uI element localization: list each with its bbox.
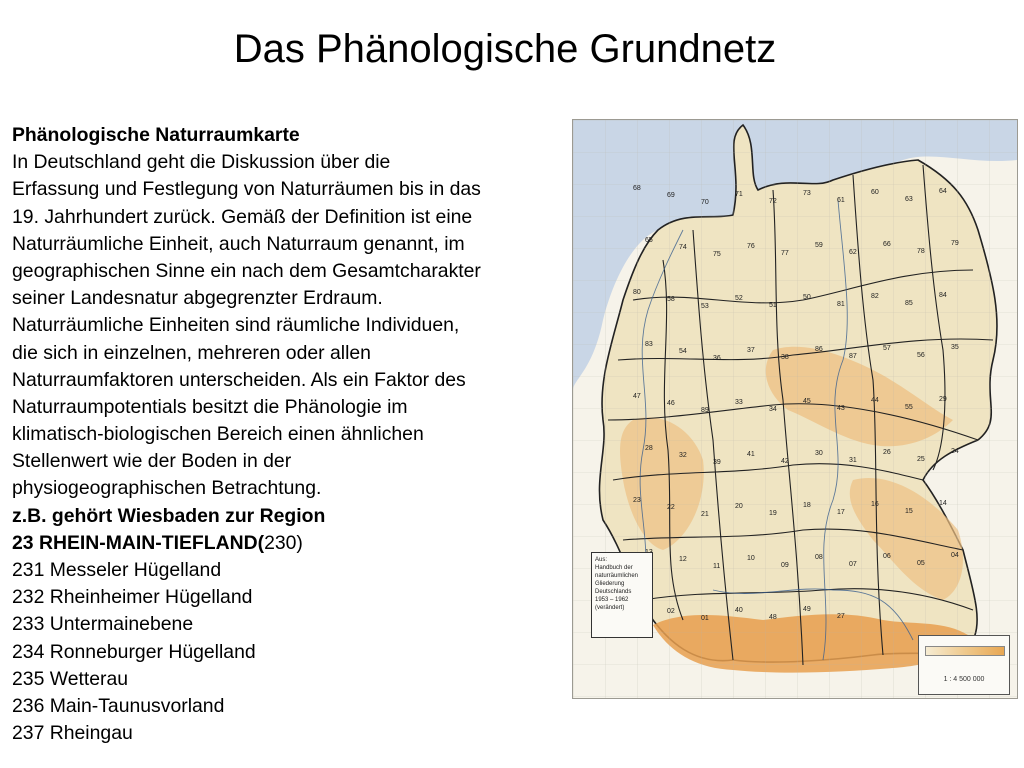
paragraph-line: Naturräumliche Einheit, auch Naturraum genannt, im (12, 232, 465, 255)
region-number-label: 23 (633, 497, 641, 504)
region-number-label: 07 (849, 561, 857, 568)
region-number-label: 72 (769, 198, 777, 205)
region-code: 230) (264, 531, 303, 554)
region-number-label: 02 (667, 608, 675, 615)
region-number-label: 29 (939, 396, 947, 403)
region-number-label: 52 (735, 295, 743, 302)
region-number-label: 35 (951, 344, 959, 351)
region-number-label: 60 (871, 189, 879, 196)
region-number-label: 28 (645, 445, 653, 452)
map-legend (918, 635, 1010, 695)
region-number-label: 54 (679, 348, 687, 355)
region-number-label: 51 (769, 302, 777, 309)
region-number-label: 70 (701, 199, 709, 206)
region-number-label: 56 (917, 352, 925, 359)
region-number-label: 21 (701, 511, 709, 518)
region-number-label: 75 (713, 251, 721, 258)
paragraph-line: klimatisch-biologischen Bereich einen ähnlichen (12, 423, 424, 446)
region-number-label: 36 (713, 355, 721, 362)
region-number-label: 69 (667, 192, 675, 199)
paragraph-line: physiogeographischen Betrachtung. (12, 477, 322, 500)
region-number-label: 22 (667, 504, 675, 511)
region-number-label: 05 (917, 560, 925, 567)
region-number-label: 87 (849, 353, 857, 360)
region-number-label: 40 (735, 607, 743, 614)
region-number-label: 83 (645, 341, 653, 348)
region-number-label: 48 (769, 614, 777, 621)
region-number-label: 41 (747, 451, 755, 458)
map-scale: 1 : 4 500 000 (943, 676, 985, 683)
paragraph-line: 19. Jahrhundert zurück. Gemäß der Definition ist eine (12, 205, 473, 228)
region-number-label: 20 (735, 503, 743, 510)
region-number-label: 14 (939, 500, 947, 507)
example-line: z.B. gehört Wiesbaden zur Region (12, 504, 326, 527)
region-number-label: 86 (815, 346, 823, 353)
paragraph-line: Naturraumfaktoren unterscheiden. Als ein Faktor des (12, 368, 466, 391)
region-number-label: 64 (939, 188, 947, 195)
region-number-label: 16 (871, 501, 879, 508)
paragraph-line: Stellenwert wie der Boden in der (12, 450, 292, 473)
region-number-label: 11 (713, 563, 721, 570)
region-number-label: 32 (679, 452, 687, 459)
paragraph-line: Erfassung und Festlegung von Naturräumen bis in das (12, 178, 481, 201)
region-number-label: 17 (837, 509, 845, 516)
subregion-item: 237 Rheingau (12, 722, 133, 745)
region-number-label: 57 (883, 345, 891, 352)
paragraph-line: Naturräumliche Einheiten sind räumliche Individuen, (12, 314, 460, 337)
region-number-label: 18 (803, 502, 811, 509)
paragraph-line: geographischen Sinne ein nach dem Gesamtcharakter (12, 259, 481, 282)
region-number-label: 71 (735, 191, 743, 198)
region-number-label: 76 (747, 243, 755, 250)
region-number-label: 85 (905, 300, 913, 307)
region-number-label: 74 (679, 244, 687, 251)
region-number-label: 50 (803, 294, 811, 301)
paragraph-line: die sich in einzelnen, mehreren oder allen (12, 341, 371, 364)
region-number-label: 80 (633, 289, 641, 296)
region-line (12, 530, 567, 557)
region-number-label: 19 (769, 510, 777, 517)
region-number-label: 09 (781, 562, 789, 569)
region-number-label: 73 (803, 190, 811, 197)
paragraph (12, 149, 567, 502)
naturraum-map (572, 119, 1018, 699)
region-number-label: 43 (837, 405, 845, 412)
region-number-label: 25 (917, 456, 925, 463)
region-number-label: 37 (747, 347, 755, 354)
region-number-label: 42 (781, 458, 789, 465)
paragraph-line: Naturraumpotentials besitzt die Phänologie im (12, 395, 408, 418)
region-number-label: 15 (905, 508, 913, 515)
region-number-label: 68 (633, 185, 641, 192)
region-number-label: 01 (701, 615, 709, 622)
region-number-label: 24 (951, 448, 959, 455)
subregion-item: 233 Untermainebene (12, 613, 194, 636)
subregion-list (12, 557, 567, 747)
region-number-label: 63 (905, 196, 913, 203)
region-number-label: 89 (701, 407, 709, 414)
region-number-label: 66 (883, 241, 891, 248)
region-number-label: 38 (781, 354, 789, 361)
region-number-label: 06 (883, 553, 891, 560)
description-text (12, 122, 567, 747)
region-number-label: 04 (951, 552, 959, 559)
region-number-label: 81 (837, 301, 845, 308)
region-number-label: 44 (871, 397, 879, 404)
region-number-label: 12 (679, 556, 687, 563)
subregion-item: 231 Messeler Hügelland (12, 559, 222, 581)
region-number-label: 53 (701, 303, 709, 310)
region-number-label: 61 (837, 197, 845, 204)
region-number-label: 79 (951, 240, 959, 247)
region-number-label: 82 (871, 293, 879, 300)
region-name: 23 RHEIN-MAIN-TIEFLAND( (12, 531, 265, 554)
region-number-label: 27 (837, 613, 845, 620)
region-number-label: 47 (633, 393, 641, 400)
page-title: Das Phänologische Grundnetz (233, 27, 777, 71)
map-caption: Aus: Handbuch der naturräumlichen Gliederung Deutschlands 1953 – 1962 (verändert) (591, 552, 653, 638)
region-number-label: 30 (815, 450, 823, 457)
region-number-label: 08 (815, 554, 823, 561)
region-number-label: 10 (747, 555, 755, 562)
region-number-label: 84 (939, 292, 947, 299)
region-number-label: 39 (713, 459, 721, 466)
region-number-label: 55 (905, 404, 913, 411)
region-number-label: 62 (849, 249, 857, 256)
paragraph-line: In Deutschland geht die Diskussion über die (12, 151, 391, 174)
region-number-label: 46 (667, 400, 675, 407)
subregion-item: 236 Main-Taunusvorland (12, 694, 225, 717)
region-number-label: 45 (803, 398, 811, 405)
subregion-item: 234 Ronneburger Hügelland (12, 640, 256, 663)
region-number-label: 34 (769, 406, 777, 413)
elevation-bar (925, 646, 1005, 656)
subregion-item: 232 Rheinheimer Hügelland (12, 586, 253, 609)
region-number-label: 59 (815, 242, 823, 249)
region-number-label: 33 (735, 399, 743, 406)
region-number-label: 49 (803, 606, 811, 613)
region-number-label: 58 (667, 296, 675, 303)
region-number-label: 78 (917, 248, 925, 255)
region-number-label: 26 (883, 449, 891, 456)
region-number-label: 65 (645, 237, 653, 244)
subregion-item: 235 Wetterau (12, 667, 129, 690)
paragraph-line: seiner Landesnatur abgegrenzter Erdraum. (12, 287, 383, 310)
section-heading: Phänologische Naturraumkarte (12, 124, 300, 146)
region-number-label: 31 (849, 457, 857, 464)
region-number-label: 77 (781, 250, 789, 257)
